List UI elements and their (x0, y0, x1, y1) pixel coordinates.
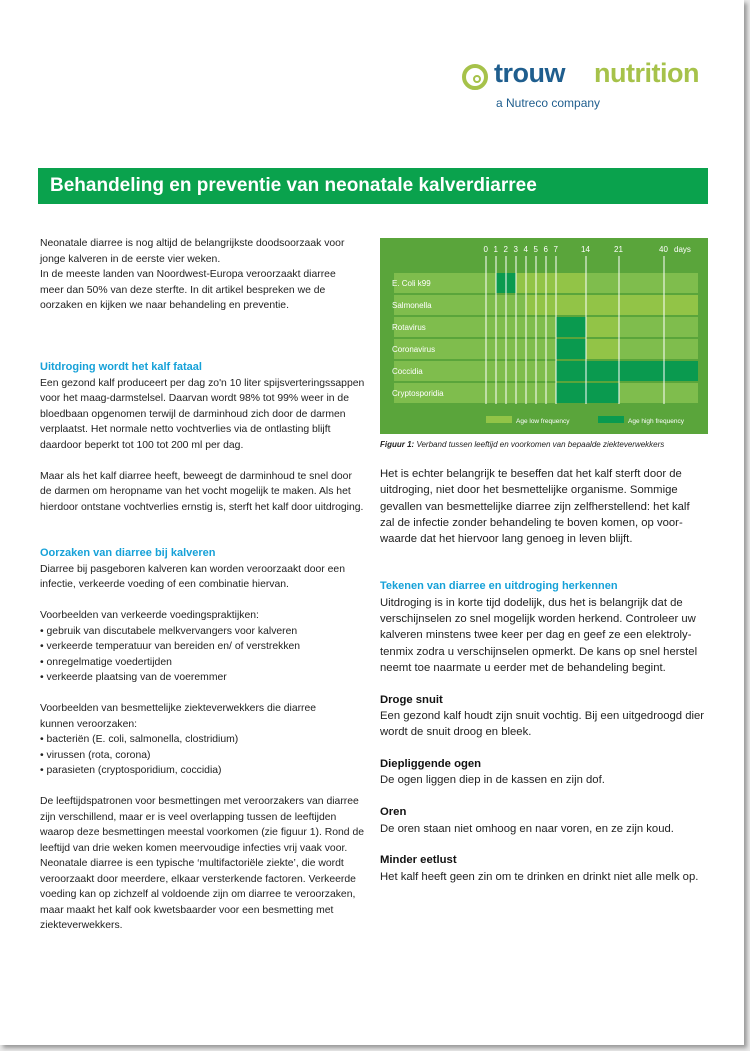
paragraph-spacer (40, 593, 370, 609)
logo-tagline: a Nutreco company (496, 96, 601, 110)
paragraph-spacer (40, 531, 370, 547)
text-line: bloedbaan opgenomen terwijl de darminhoud zich door de darmen (40, 408, 346, 420)
chart-bar-low (586, 339, 619, 359)
paragraph-spacer (380, 563, 710, 579)
paragraph-spacer (380, 789, 710, 805)
sub-heading: Droge snuit (380, 693, 443, 706)
paragraph-spacer (380, 676, 710, 692)
paragraph-spacer (40, 453, 370, 469)
text-line: • virussen (rota, corona) (40, 749, 151, 761)
text-line: kunnen veroorzaken: (40, 718, 138, 730)
chart-bar-high (556, 339, 586, 359)
text-line: Voorbeelden van verkeerde voedingspraktijken: (40, 610, 259, 621)
sub-heading: Minder eetlust (380, 854, 457, 867)
chart-row-label: Rotavirus (392, 323, 426, 332)
chart-legend-label: Age low frequency (516, 418, 570, 425)
chart-tick-label: 2 (503, 245, 508, 254)
text-line: Een gezond kalf produceert per dag zo'n 10 liter spijsverteringssappen (40, 377, 365, 389)
paragraph-spacer (40, 686, 370, 702)
text-line: ziekteverwekkers. (40, 920, 123, 931)
left-column (40, 236, 370, 934)
chart-tick-label: 21 (614, 245, 623, 254)
paragraph-spacer (40, 329, 370, 345)
paragraph-spacer (40, 779, 370, 795)
text-line: veroorzaakt door meerdere, elkaar versterkende factoren. Verkeerde (40, 873, 356, 885)
chart-legend-swatch (598, 416, 624, 423)
text-line: • onregelmatige voedertijden (40, 656, 172, 668)
text-line: Het is echter belangrijk te beseffen dat het kalf sterft door de (380, 468, 682, 480)
text-line: waarde dat het hiervoor lang genoeg in leven blijft. (380, 533, 633, 546)
chart-row-label: Salmonella (392, 301, 432, 310)
logo-word-trouw: trouw (494, 58, 565, 88)
text-line: zijn verschillend, maar er is veel overlapping tussen de leeftijden (40, 811, 337, 823)
chart-row-label: Coccidia (392, 367, 423, 376)
text-line: wordt de snuit droog en bleek. (380, 726, 532, 739)
chart-bar-low (526, 295, 698, 315)
text-line: Neonatale diarree is een typische ‘multifactoriële ziekte’, die wordt (40, 858, 344, 869)
text-line: de darmen om heropname van het vocht mogelijk te maken. Als het (40, 486, 351, 497)
text-line: tenmix zodra u verschijnselen opmerkt. De kans op snel herstel (380, 645, 698, 658)
text-line: zal de infectie zonder behandeling te boven komen, op voor- (380, 516, 683, 529)
text-line: oorzaken en kijken we naar behandeling en preventie. (40, 300, 289, 311)
paragraph-spacer (40, 515, 370, 531)
text-line: gevallen van besmettelijke diarree zijn zelfherstellend: het kalf (380, 500, 690, 513)
figure-caption (380, 440, 664, 449)
text-line: hierdoor ontstane vochtverlies ernstig is, sterft het kalf door uitdroging. (40, 501, 364, 513)
text-line: Diarree bij pasgeboren kalveren kan worden veroorzaakt door een (40, 563, 345, 575)
text-line: Neonatale diarree is nog altijd de belangrijkste doodsoorzaak voor (40, 238, 345, 249)
chart-bar-high (556, 383, 619, 403)
text-line: De leeftijdspatronen voor besmettingen met veroorzakers van diarree (40, 796, 359, 807)
section-heading: Uitdroging wordt het kalf fataal (40, 361, 202, 373)
chart-tick-label: 3 (513, 245, 518, 254)
text-line: jonge kalveren in de eerste vier weken. (40, 253, 221, 265)
chart-row-label: Coronavirus (392, 345, 436, 354)
chart-tick-label: 5 (533, 245, 538, 254)
text-line: voeding kan op zichzelf al voldoende zijn om diarree te veroorzaken, (40, 889, 356, 900)
text-line: In de meeste landen van Noordwest-Europa veroorzaakt diarree (40, 269, 336, 280)
chart-bar-high (556, 317, 586, 337)
text-line: meer dan 50% van deze sterfte. In dit artikel bespreken we de (40, 284, 326, 296)
caption-text: Verband tussen leeftijd en voorkomen van bepaalde ziekteverwekkers (414, 440, 665, 449)
trouw-nutrition-logo (462, 58, 712, 114)
chart-tick-label: 7 (553, 245, 558, 254)
paragraph-spacer (380, 547, 710, 563)
text-line: infectie, verkeerde voeding of een combinatie hiervan. (40, 579, 289, 590)
text-line: verschijnselen zo snel mogelijk worden herkend. Controleer uw (380, 613, 696, 626)
logo-mark-icon (462, 64, 488, 90)
chart-tick-label: 14 (581, 245, 590, 254)
title-banner (38, 168, 708, 204)
paragraph-spacer (380, 741, 710, 757)
text-line: De oren staan niet omhoog en naar voren, en ze zijn koud. (380, 822, 674, 835)
section-heading: Tekenen van diarree en uitdroging herkennen (380, 580, 618, 593)
logo-word-nutrition: nutrition (594, 58, 699, 88)
chart-tick-label: 1 (493, 245, 498, 254)
text-line: Het kalf heeft geen zin om te drinken en drinkt niet alle melk op. (380, 870, 699, 883)
sub-heading: Diepliggende ogen (380, 758, 482, 771)
text-line: • verkeerde plaatsing van de voeremmer (40, 672, 227, 683)
text-line: neemt toe naarmate u eerder met de behandeling begint. (380, 661, 666, 674)
text-line: • gebruik van discutabele melkvervangers voor kalveren (40, 625, 298, 637)
text-line: verplaatst. Het normale netto vochtverlies via de ontlasting blijft (40, 424, 331, 435)
chart-row-label: E. Coli k99 (392, 279, 431, 288)
text-line: leeftijd van drie weken komen meervoudige infecties vrij vaak voor. (40, 842, 348, 854)
sub-heading: Oren (380, 806, 407, 819)
text-line: Voorbeelden van besmettelijke ziekteverwekkers die diarree (40, 703, 317, 714)
right-column (380, 466, 710, 885)
chart-tick-label: 4 (523, 245, 528, 254)
text-line: Maar als het kalf diarree heeft, beweegt de darminhoud te snel door (40, 470, 352, 482)
paragraph-spacer (40, 314, 370, 330)
text-line: • parasieten (cryptosporidium, coccidia) (40, 765, 222, 776)
text-line: maar maakt het kalf ook kwetsbaarder voor een besmetting met (40, 904, 334, 916)
page-title: Behandeling en preventie van neonatale kalverdiarree (50, 175, 537, 196)
caption-label: Figuur 1: (380, 440, 415, 449)
chart-tick-label: 6 (543, 245, 548, 254)
chart-bar-high (556, 361, 698, 381)
chart-svg (380, 238, 708, 434)
text-line: Een gezond kalf houdt zijn snuit vochtig. Bij een uitgedroogd dier (380, 710, 705, 723)
chart-tick-label: 0 (483, 245, 488, 254)
age-pathogen-chart (380, 238, 708, 434)
text-line: voor het maag-darmstelsel. Daarvan wordt 98% tot 99% weer in de (40, 393, 349, 404)
text-line: • verkeerde temperatuur van bereiden en/ of verstrekken (40, 641, 301, 652)
text-line: uitdroging, niet door het besmettelijke organisme. Sommige (380, 484, 678, 497)
paragraph-spacer (380, 837, 710, 853)
chart-row-label: Cryptosporidia (392, 389, 444, 398)
section-heading: Oorzaken van diarree bij kalveren (40, 547, 216, 559)
text-line: kalveren minstens twee keer per dag en geef ze een elektroly- (380, 629, 692, 642)
chart-tick-label: days (674, 245, 691, 254)
text-line: De ogen liggen diep in de kassen en zijn dof. (380, 774, 605, 787)
text-line: daardoor beperkt tot 100 tot 200 ml per dag. (40, 439, 244, 451)
text-line: waarop deze besmettingen meestal voorkomen (zie figuur 1). Rond de (40, 827, 365, 838)
chart-legend-label: Age high frequency (628, 418, 685, 425)
chart-legend-swatch (486, 416, 512, 423)
text-line: • bacteriën (E. coli, salmonella, clostridium) (40, 734, 239, 745)
text-line: Uitdroging is in korte tijd dodelijk, dus het is belangrijk dat de (380, 596, 683, 609)
chart-tick-label: 40 (659, 245, 668, 254)
paragraph-spacer (40, 345, 370, 361)
